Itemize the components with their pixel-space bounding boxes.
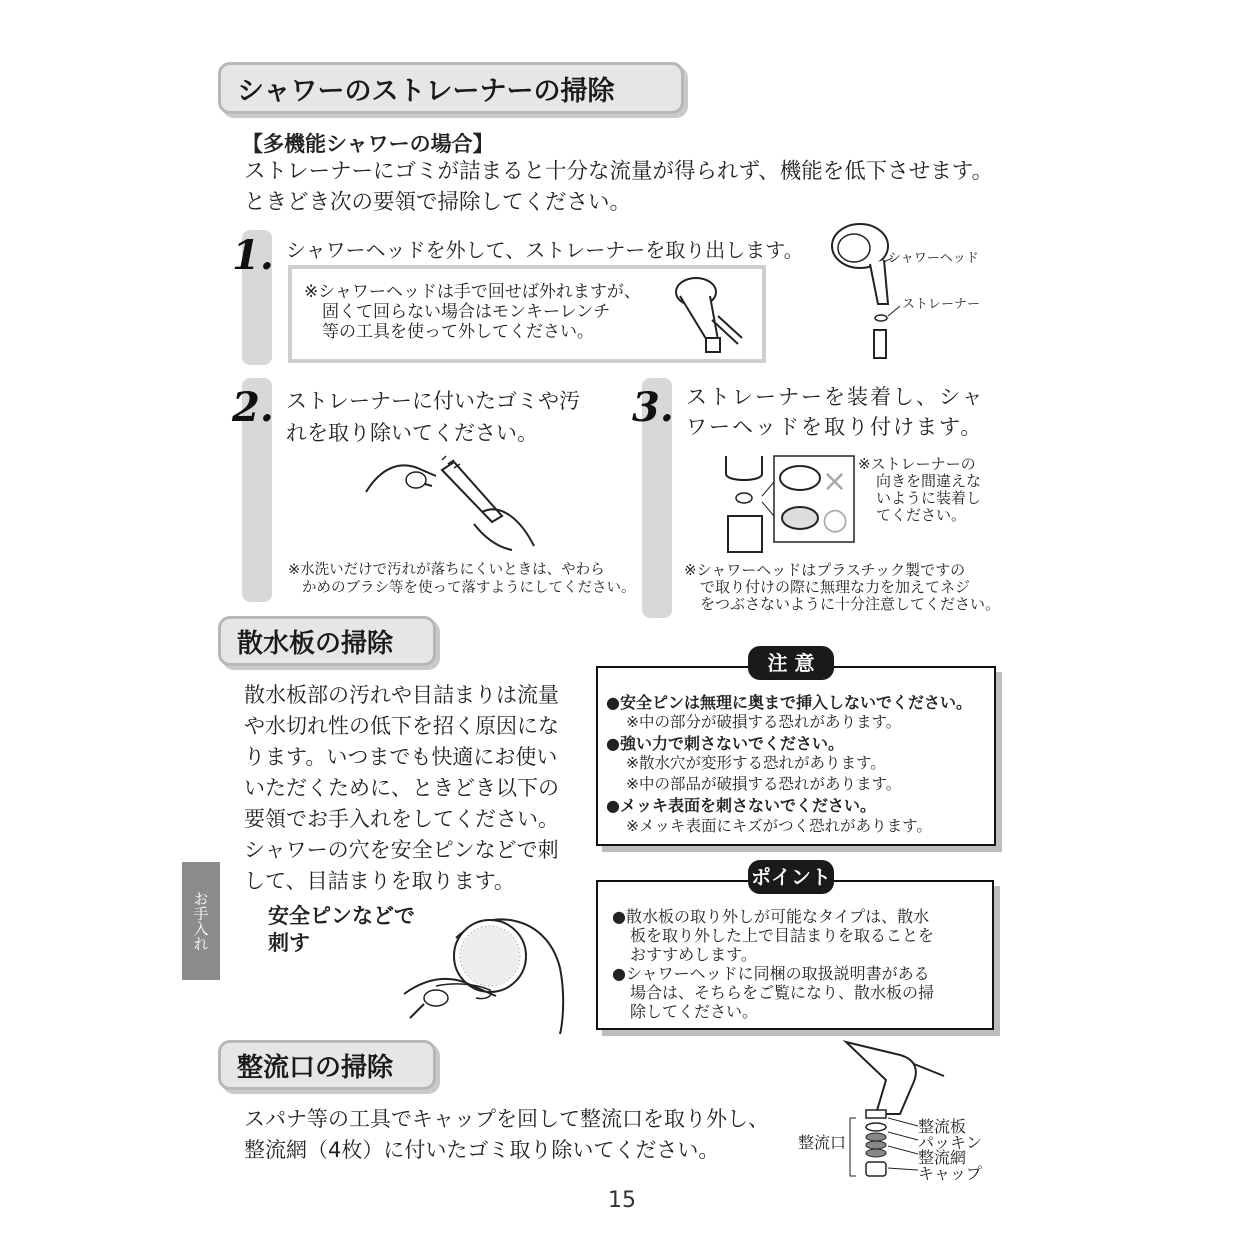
point-line-5: 場合は、そちらをご覧になり、散水板の掃 [630,983,935,1002]
step3-text-line-2: ワーヘッドを取り付けます。 [686,415,984,439]
mark-wrong: × [822,464,848,499]
mark-right: ○ [822,502,849,537]
rectifier-body-line-2: 整流網（4枚）に付いたゴミ取り除いてください。 [244,1138,720,1162]
step3-side-note-1: ※ストレーナーの [858,455,976,473]
part-label-4: キャップ [918,1164,983,1183]
step3-note-line-3: をつぶさないように十分注意してください。 [700,595,1001,613]
step2-text-line-1: ストレーナーに付いたゴミや汚 [286,389,580,413]
point-line-2: 板を取り外した上で目詰まりを取ることを [630,926,935,945]
section-title-spray-plate: 散水板の掃除 [218,616,436,666]
step3-note-line-2: で取り付けの際に無理な力を加えてネジ [700,578,971,596]
caution-item-2-sub-1: ※散水穴が変形する恐れがあります。 [626,754,886,772]
caution-item-2-head: ●強い力で刺さないでください。 [606,734,844,753]
rectifier-body-line-1: スパナ等の工具でキャップを回して整流口を取り外し、 [244,1107,769,1131]
point-badge: ポイント [748,860,834,894]
intro-line-2: ときどき次の要領で掃除してください。 [244,190,632,215]
showerhead-strainer-illustration [826,220,916,360]
caution-item-1-sub-1: ※中の部分が破損する恐れがあります。 [626,713,902,731]
section-title-strainer: シャワーのストレーナーの掃除 [218,62,684,114]
step3-number: 3. [632,384,674,431]
rectifier-label-main: 整流口 [798,1133,847,1152]
step3-side-note-4: てください。 [876,506,967,524]
spray-body-line-3: ります。いつまでも快適にお使い [244,745,558,769]
step2-text-line-2: れを取り除いてください。 [286,421,538,445]
point-line-6: 除してください。 [630,1002,759,1021]
step3-side-note-2: 向きを間違えな [876,472,982,490]
part-label-1: 整流板 [918,1117,967,1136]
caution-item-3-head: ●メッキ表面を刺さないでください。 [606,796,876,815]
caution-badge: 注 意 [748,646,834,680]
step1-note-line-1: ※シャワーヘッドは手で回せば外れますが、 [304,282,641,302]
step2-note-line-2: かめのブラシ等を使って落すようにしてください。 [302,580,636,596]
point-line-3: おすすめします。 [630,945,757,964]
label-strainer: ストレーナー [902,297,981,312]
part-label-3: 整流網 [918,1148,967,1167]
caution-item-3-sub-1: ※メッキ表面にキズがつく恐れがあります。 [626,817,932,835]
step1-text: シャワーヘッドを外して、ストレーナーを取り出します。 [286,238,804,262]
spray-body-line-6: シャワーの穴を安全ピンなどで刺 [244,838,559,862]
step1-note-line-3: 等の工具を使って外してください。 [322,322,594,342]
section-title-rectifier: 整流口の掃除 [218,1040,436,1090]
pin-label-line-1: 安全ピンなどで [268,904,415,928]
hands-brush-illustration [362,452,542,552]
spray-body-line-2: や水切れ性の低下を招く原因にな [244,714,559,738]
step3-note-line-1: ※シャワーヘッドはプラスチック製ですの [684,561,966,579]
subtitle-multifunction: 【多機能シャワーの場合】 [242,132,494,156]
pin-showerhead-illustration [396,908,576,1038]
wrench-showerhead-illustration [668,270,748,354]
side-tab-maintenance: お手入れ [182,862,220,980]
step3-text-line-1: ストレーナーを装着し、シャ [686,385,985,409]
step2-note-line-1: ※水洗いだけで汚れが落ちにくいときは、やわら [288,562,605,578]
pin-label-line-2: 刺す [268,931,310,955]
point-line-4: ●シャワーヘッドに同梱の取扱説明書がある [612,964,930,983]
spray-body-line-1: 散水板部の汚れや目詰まりは流量 [244,683,559,707]
step3-side-note-3: いように装着し [876,489,982,507]
page-number: 15 [608,1188,636,1213]
label-showerhead: シャワーヘッド [888,251,979,266]
step2-number: 2. [232,384,274,431]
point-line-1: ●散水板の取り外しが可能なタイプは、散水 [612,907,930,926]
caution-item-1-head: ●安全ピンは無理に奥まで挿入しないでください。 [606,693,972,712]
spray-body-line-5: 要領でお手入れをしてください。 [244,807,559,831]
step1-number: 1. [232,232,274,279]
caution-item-2-sub-2: ※中の部品が破損する恐れがあります。 [626,775,902,793]
intro-line-1: ストレーナーにゴミが詰まると十分な流量が得られず、機能を低下させます。 [244,159,994,184]
spray-body-line-4: いただくために、ときどき以下の [244,776,559,800]
spray-body-line-7: して、目詰まりを取ります。 [244,869,515,893]
part-label-2: パッキン [918,1133,982,1152]
step1-note-line-2: 固くて回らない場合はモンキーレンチ [322,302,611,322]
